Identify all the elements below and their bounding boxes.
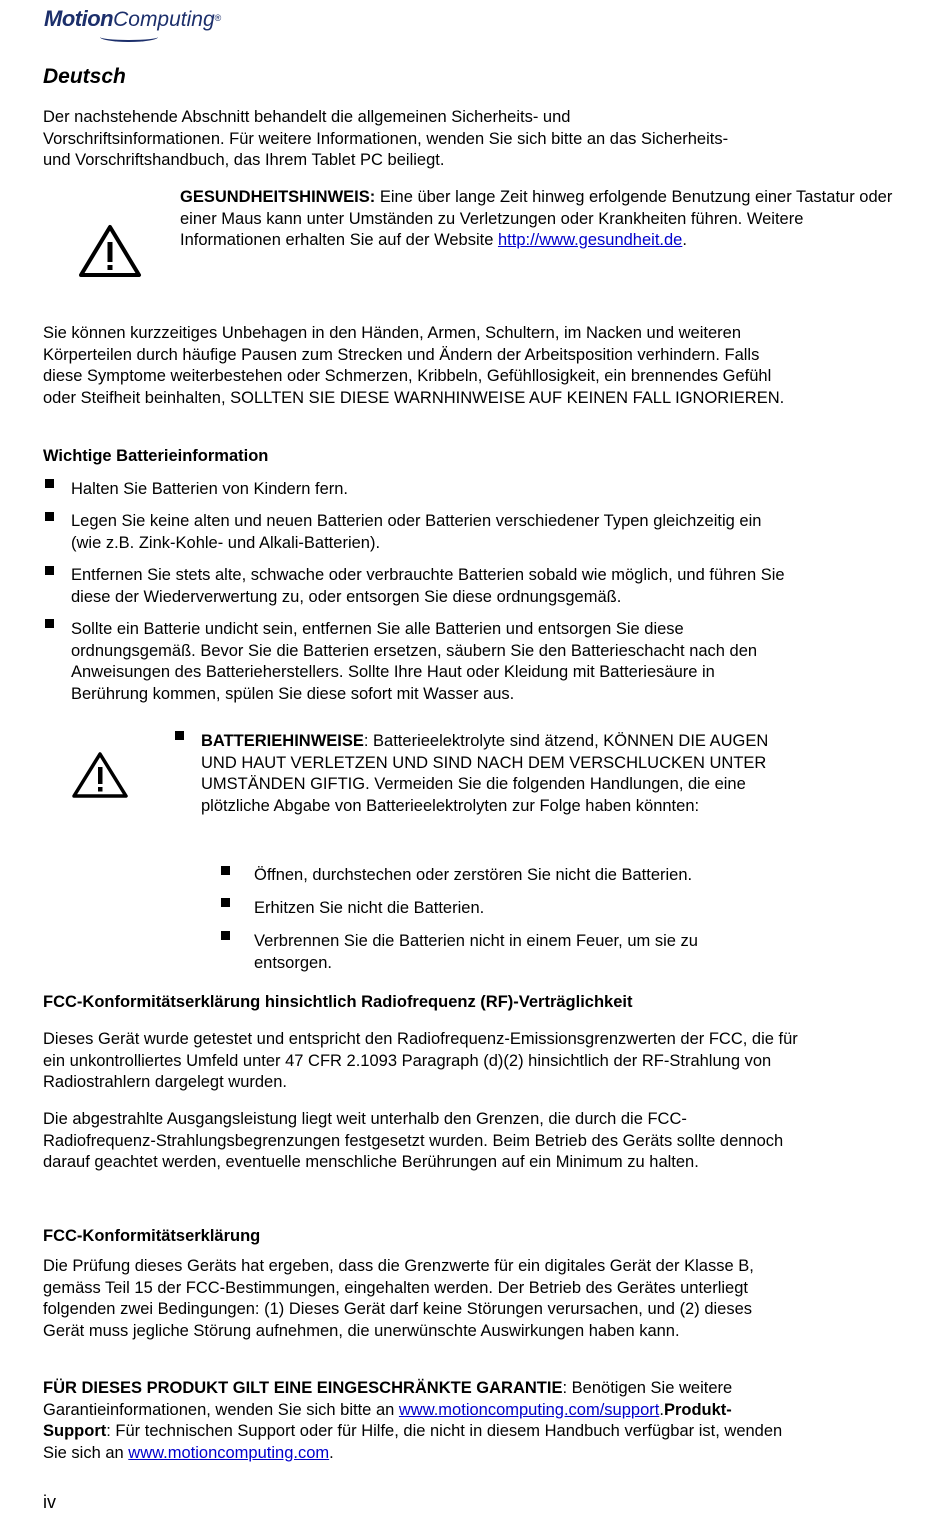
motion-computing-logo — [44, 8, 221, 38]
bullet-icon — [45, 619, 54, 628]
battery-item: Legen Sie keine alten und neuen Batterien oder Batterien verschiedener Typen gleichzeitig ein (wie z.B. Zink-Kohle- und Alkali-Batterien). — [71, 512, 762, 552]
battery-warning-item: Öffnen, durchstechen oder zerstören Sie nicht die Batterien. — [254, 866, 693, 884]
health-warning — [180, 187, 900, 252]
logo-computing: Computing — [113, 8, 215, 31]
fcc-rf-paragraph-2: Die abgestrahlte Ausgangsleistung liegt weit unterhalb den Grenzen, die durch die FCC-Radiofrequenz-Strahlungsbegrenzungen festgesetzt wurden. Beim Betrieb des Geräts sollte dennoch darauf geachtet werden, eventuelle menschliche Berührungen auf ein Minimum zu halten. — [43, 1110, 784, 1171]
logo-swoosh — [100, 32, 158, 42]
battery-warning-item: Verbrennen Sie die Batterien nicht in einem Feuer, um sie zu entsorgen. — [254, 932, 698, 972]
bullet-icon — [45, 566, 54, 575]
bullet-icon — [45, 479, 54, 488]
bullet-icon — [221, 866, 230, 875]
fcc-rf-title: FCC-Konformitätserklärung hinsichtlich Radiofrequenz (RF)-Verträglichkeit — [43, 993, 633, 1011]
warranty-dot: . — [659, 1400, 664, 1419]
battery-section-title: Wichtige Batterieinformation — [43, 447, 269, 465]
warning-triangle-icon — [78, 224, 142, 278]
bullet-icon — [175, 731, 184, 740]
fcc-paragraph: Die Prüfung dieses Geräts hat ergeben, dass die Grenzwerte für ein digitales Gerät der Klasse B, gemäss Teil 15 der FCC-Bestimmungen, eingehalten werden. Der Betrieb des Gerätes unterliegt folgenden zwei Bedingungen: (1) Dieses Gerät darf keine Störungen verursachen, und (2) dieses Gerät muss jegliche Störung aufnehmen, die unerwünschte Auswirkungen haben kann. — [43, 1257, 754, 1340]
battery-item: Halten Sie Batterien von Kindern fern. — [71, 480, 348, 498]
bullet-icon — [221, 931, 230, 940]
logo-motion: Motion — [44, 6, 114, 31]
warranty-text: : Benötigen Sie weitere Garantieinformationen, wenden Sie sich bitte an — [43, 1379, 733, 1419]
logo-registered: ® — [214, 13, 222, 23]
warranty-paragraph — [43, 1378, 793, 1464]
language-heading: Deutsch — [43, 65, 126, 88]
product-support-label: Produkt-Support — [43, 1400, 732, 1440]
warning-triangle-icon — [71, 751, 129, 799]
health-warning-end: . — [682, 231, 687, 249]
battery-item: Entfernen Sie stets alte, schwache oder verbrauchte Batterien sobald wie möglich, und führen Sie diese der Wiederverwertung zu, oder entsorgen Sie diese ordnungsgemäß. — [71, 566, 785, 606]
bullet-icon — [221, 898, 230, 907]
battery-warning-text: : Batterieelektrolyte sind ätzend, KÖNNEN DIE AUGEN UND HAUT VERLETZEN UND SIND NACH DEM VERSCHLUCKEN UNTER UMSTÄNDEN GIFTIG. Vermeiden Sie die folgenden Handlungen, die eine plötzliche Abgabe von Batterieelektrolyten zur Folge haben könnten: — [201, 732, 769, 815]
product-support-text: : Für technischen Support oder für Hilfe, die nicht in diesem Handbuch verfügbar ist, wenden Sie sich an — [43, 1422, 783, 1462]
battery-warning — [201, 731, 791, 817]
warranty-label: FÜR DIESES PRODUKT GILT EINE EINGESCHRÄNKTE GARANTIE — [43, 1379, 563, 1397]
fcc-title: FCC-Konformitätserklärung — [43, 1227, 261, 1245]
intro-paragraph: Der nachstehende Abschnitt behandelt die allgemeinen Sicherheits- und Vorschriftsinformationen. Für weitere Informationen, wenden Sie sich bitte an das Sicherheits- und Vorschriftshandbuch, das Ihrem Tablet PC beiliegt. — [43, 108, 729, 169]
health-website-link[interactable]: http://www.gesundheit.de — [497, 231, 683, 249]
warranty-end: . — [329, 1443, 334, 1462]
home-link[interactable]: www.motioncomputing.com — [128, 1443, 330, 1462]
health-warning-label: GESUNDHEITSHINWEIS: — [180, 188, 376, 206]
battery-warning-item: Erhitzen Sie nicht die Batterien. — [254, 899, 485, 917]
discomfort-paragraph: Sie können kurzzeitiges Unbehagen in den Händen, Armen, Schultern, im Nacken und weiteren Körperteilen durch häufige Pausen zum Strecken und Ändern der Arbeitsposition verhindern. Falls diese Symptome weiterbestehen oder Schmerzen, Kribbeln, Gefühllosigkeit, ein brennendes Gefühl oder Steifheit beinhalten, SOLLTEN SIE DIESE WARNHINWEISE AUF KEINEN FALL IGNORIEREN. — [43, 324, 785, 407]
support-link[interactable]: www.motioncomputing.com/support — [398, 1400, 660, 1419]
bullet-icon — [45, 512, 54, 521]
fcc-rf-paragraph-1: Dieses Gerät wurde getestet und entspricht den Radiofrequenz-Emissionsgrenzwerten der FCC, die für ein unkontrolliertes Umfeld unter 47 CFR 2.1093 Paragraph (d)(2) hinsichtlich der RF-Strahlung von Radiostrahlern dargelegt wurden. — [43, 1030, 798, 1091]
health-warning-text: Eine über lange Zeit hinweg erfolgende Benutzung einer Tastatur oder einer Maus kann unter Umständen zu Verletzungen oder Krankheiten führen. Weitere Informationen erhalten Sie auf der Website — [180, 188, 893, 249]
battery-item: Sollte ein Batterie undicht sein, entfernen Sie alle Batterien und entsorgen Sie diese ordnungsgemäß. Bevor Sie die Batterien ersetzen, säubern Sie den Batterieschacht nach den Anweisungen des Batterieherstellers. Sollte Ihre Haut oder Kleidung mit Batteriesäure in Berührung kommen, spülen Sie diese sofort mit Wasser aus. — [71, 620, 758, 703]
page-number: iv — [43, 1492, 56, 1512]
battery-warning-label: BATTERIEHINWEISE — [201, 732, 364, 750]
